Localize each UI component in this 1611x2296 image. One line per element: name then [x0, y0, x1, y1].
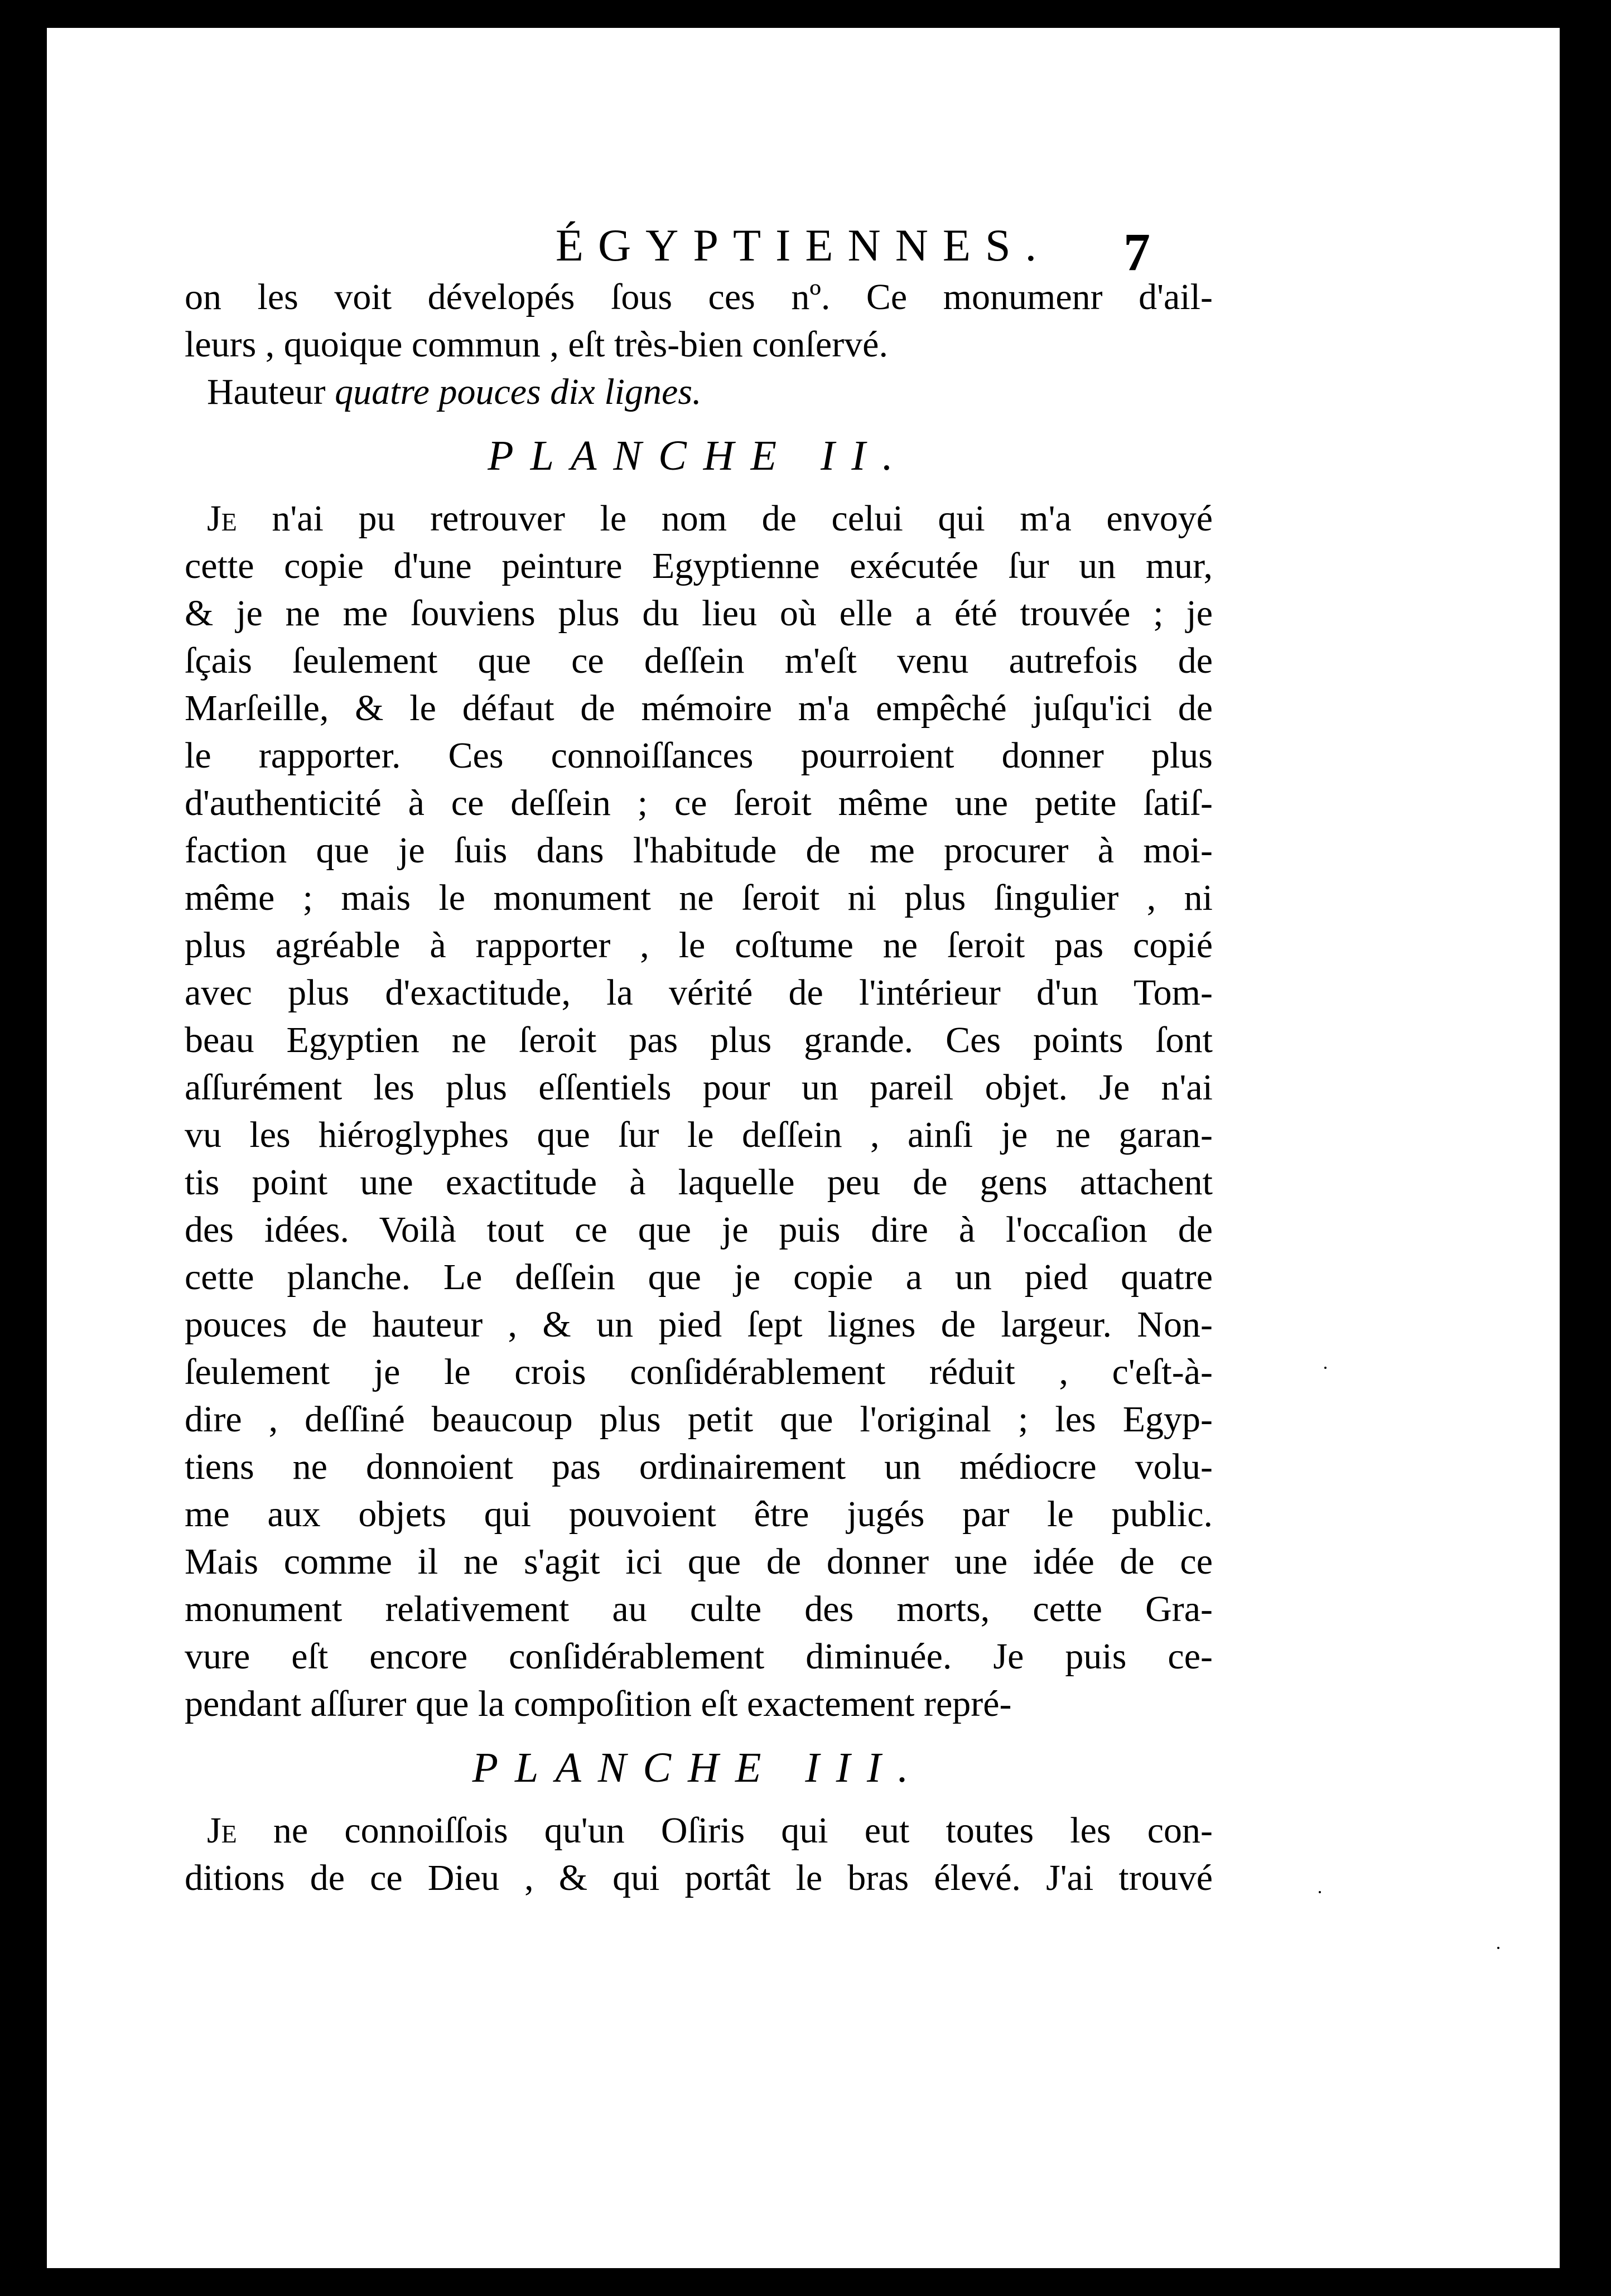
- text-line: vure eſt encore conſidérablement diminuée. Je puis ce-: [185, 1636, 1213, 1677]
- text-line: me aux objets qui pouvoient être jugés par le public.: [185, 1494, 1213, 1535]
- text-line: pendant aſſurer que la compoſition eſt exactement repré-: [185, 1684, 1012, 1724]
- text-line: [185, 495, 1213, 542]
- height-line: [185, 368, 1213, 416]
- text-line: & je ne me ſouviens plus du lieu où elle a été trouvée ; je: [185, 593, 1213, 634]
- text-line: dire , deſſiné beaucoup plus petit que l'original ; les Egyp-: [185, 1399, 1213, 1440]
- height-value: quatre pouces dix lignes.: [335, 372, 702, 412]
- text-line: Mais comme il ne s'agit ici que de donner une idée de ce: [185, 1541, 1213, 1582]
- body-text: [185, 273, 1213, 1902]
- text-line: plus agréable à rapporter , le coſtume ne ſeroit pas copié: [185, 925, 1213, 966]
- plate-3-heading: PLANCHE III.: [472, 1744, 925, 1791]
- text-line: on les voit dévelopés ſous ces nº. Ce monumenr d'ail-: [185, 277, 1213, 317]
- plate-2-paragraph: [185, 495, 1213, 1728]
- plate-2-heading: PLANCHE II.: [488, 432, 910, 479]
- first-line-rest: ne connoiſſois qu'un Oſiris qui eut toutes les con-: [237, 1810, 1213, 1851]
- text-line: ditions de ce Dieu , & qui portât le bras élevé. J'ai trouvé: [185, 1858, 1213, 1898]
- scan-speck: [1497, 1947, 1499, 1949]
- drop-cap: Je: [207, 1810, 237, 1851]
- text-line: le rapporter. Ces connoiſſances pourroient donner plus: [185, 735, 1213, 776]
- text-line: ſçais ſeulement que ce deſſein m'eſt venu autrefois de: [185, 640, 1213, 681]
- height-label: Hauteur: [207, 372, 335, 412]
- text-line: des idées. Voilà tout ce que je puis dire à l'occaſion de: [185, 1209, 1213, 1250]
- text-line: faction que je ſuis dans l'habitude de me procurer à moi-: [185, 830, 1213, 871]
- book-page: [47, 28, 1560, 2268]
- page-header: [47, 195, 1560, 282]
- text-line: [185, 1807, 1213, 1854]
- text-line: cette planche. Le deſſein que je copie a un pied quatre: [185, 1257, 1213, 1297]
- text-line: tiens ne donnoient pas ordinairement un médiocre volu-: [185, 1446, 1213, 1487]
- text-line: avec plus d'exactitude, la vérité de l'intérieur d'un Tom-: [185, 972, 1213, 1013]
- text-line: cette copie d'une peinture Egyptienne exécutée ſur un mur,: [185, 546, 1213, 586]
- running-head: ÉGYPTIENNES.: [555, 220, 1052, 271]
- text-line: beau Egyptien ne ſeroit pas plus grande. Ces points ſont: [185, 1020, 1213, 1060]
- text-line: même ; mais le monument ne ſeroit ni plus ſingulier , ni: [185, 877, 1213, 918]
- text-line: tis point une exactitude à laquelle peu de gens attachent: [185, 1162, 1213, 1203]
- plate-3-paragraph: [185, 1807, 1213, 1902]
- text-line: aſſurément les plus eſſentiels pour un pareil objet. Je n'ai: [185, 1067, 1213, 1108]
- text-line: pouces de hauteur , & un pied ſept lignes de largeur. Non-: [185, 1304, 1213, 1345]
- text-line: Marſeille, & le défaut de mémoire m'a empêché juſqu'ici de: [185, 688, 1213, 729]
- scan-speck: [1319, 1891, 1321, 1893]
- text-line: d'authenticité à ce deſſein ; ce ſeroit même une petite ſatiſ-: [185, 783, 1213, 823]
- first-line-rest: n'ai pu retrouver le nom de celui qui m'a envoyé: [237, 498, 1213, 539]
- page-number: 7: [1123, 222, 1150, 282]
- continuation-paragraph: [185, 273, 1213, 416]
- text-line: leurs , quoique commun , eſt très-bien conſervé.: [185, 324, 888, 365]
- text-line: monument relativement au culte des morts, cette Gra-: [185, 1589, 1213, 1629]
- drop-cap: Je: [207, 498, 237, 539]
- text-line: ſeulement je le crois conſidérablement réduit , c'eſt-à-: [185, 1352, 1213, 1392]
- text-line: vu les hiéroglyphes que ſur le deſſein , ainſi je ne garan-: [185, 1115, 1213, 1155]
- scan-speck: [1324, 1367, 1327, 1369]
